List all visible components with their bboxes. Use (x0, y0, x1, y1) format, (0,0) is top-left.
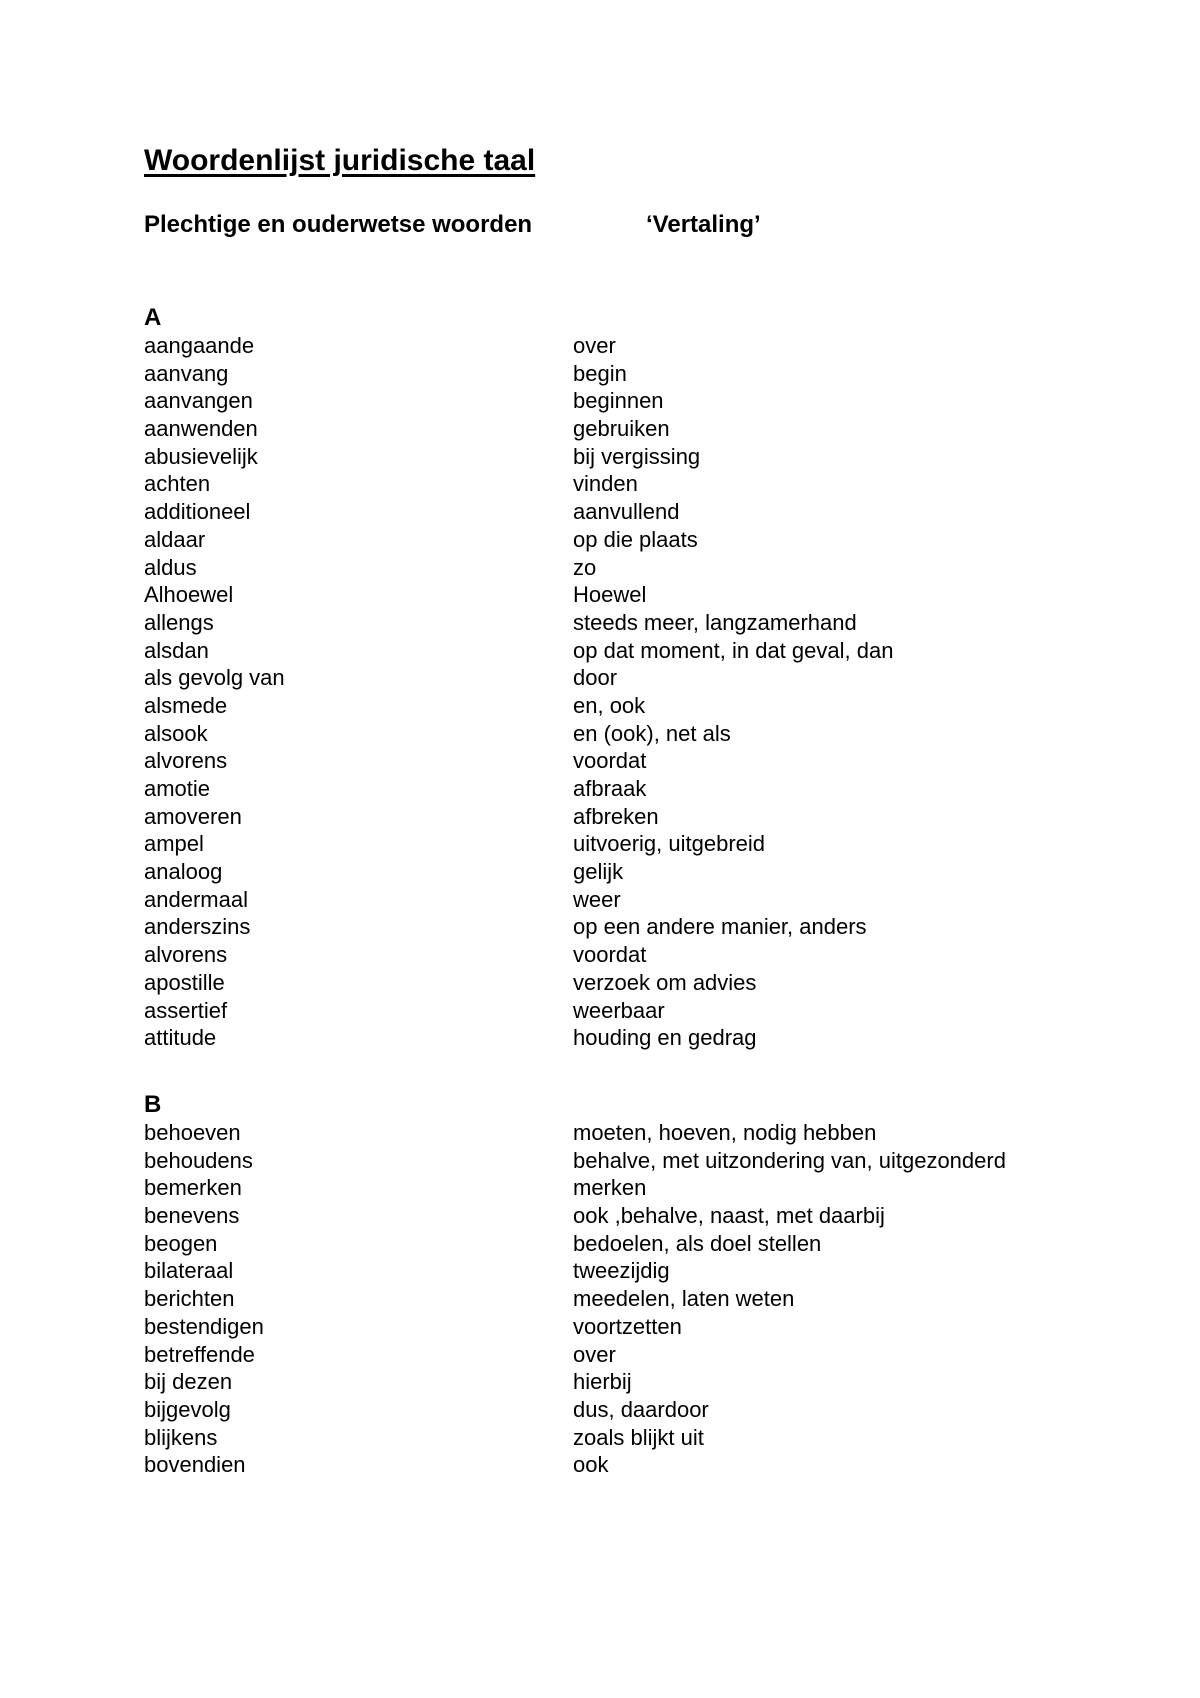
entry-term: apostille (144, 969, 225, 995)
entry-translation: hierbij (573, 1369, 632, 1395)
entry-term: aanvangen (144, 388, 253, 414)
entry-translation: ook ,behalve, naast, met daarbij (573, 1203, 885, 1229)
entry-term: abusievelijk (144, 443, 258, 469)
entry-term: amotie (144, 776, 211, 801)
glossary-list (144, 332, 1104, 1052)
entry-translation: uitvoerig, uitgebreid (573, 831, 766, 857)
entry-translation: begin (573, 360, 627, 386)
entry-term: behoeven (144, 1120, 241, 1145)
glossary-entry (144, 387, 1104, 415)
glossary-entry (144, 1451, 1104, 1479)
section-letter: B (144, 1091, 162, 1118)
entry-term: anderszins (144, 914, 251, 940)
entry-translation: meedelen, laten weten (573, 1286, 795, 1312)
section-a (144, 304, 1104, 1052)
entry-term: aanvang (144, 360, 229, 386)
column-header-words: Plechtige en ouderwetse woorden (144, 211, 533, 238)
entry-term: alsook (144, 720, 208, 746)
entry-translation: aanvullend (573, 499, 680, 525)
entry-translation: houding en gedrag (573, 1025, 757, 1051)
entry-term: beogen (144, 1230, 218, 1256)
glossary-entry (144, 609, 1104, 637)
entry-term: bestendigen (144, 1313, 264, 1339)
glossary-entry (144, 803, 1104, 831)
entry-translation: voordat (573, 942, 647, 968)
entry-term: amoveren (144, 803, 242, 829)
entry-translation: afbraak (573, 776, 647, 801)
glossary-entry (144, 720, 1104, 748)
glossary-entry (144, 1313, 1104, 1341)
entry-translation: zo (573, 554, 597, 580)
glossary-entry (144, 1174, 1104, 1202)
glossary-entry (144, 830, 1104, 858)
entry-term: Alhoewel (144, 582, 234, 608)
glossary-entry (144, 969, 1104, 997)
entry-term: achten (144, 471, 211, 497)
glossary-entry (144, 1285, 1104, 1313)
glossary-entry (144, 1024, 1104, 1052)
entry-translation: gelijk (573, 859, 624, 885)
entry-term: alvorens (144, 942, 228, 968)
entry-translation: ook (573, 1452, 609, 1478)
entry-translation: en (ook), net als (573, 720, 731, 746)
glossary-entry (144, 941, 1104, 969)
entry-term: additioneel (144, 499, 251, 525)
entry-translation: weerbaar (573, 997, 665, 1023)
glossary-entry (144, 581, 1104, 609)
entry-term: analoog (144, 859, 223, 885)
glossary-entry (144, 1119, 1104, 1147)
glossary-entry (144, 1230, 1104, 1258)
entry-translation: over (573, 1341, 616, 1367)
glossary-entry (144, 858, 1104, 886)
entry-term: andermaal (144, 886, 248, 912)
entry-translation: tweezijdig (573, 1258, 670, 1284)
glossary-entry (144, 1257, 1104, 1285)
glossary-entry (144, 554, 1104, 582)
entry-translation: dus, daardoor (573, 1396, 709, 1422)
entry-term: bovendien (144, 1452, 246, 1478)
glossary-entry (144, 692, 1104, 720)
entry-term: allengs (144, 609, 214, 635)
entry-translation: voordat (573, 748, 647, 774)
glossary-entry (144, 1147, 1104, 1175)
entry-translation: op dat moment, in dat geval, dan (573, 637, 894, 663)
entry-translation: moeten, hoeven, nodig hebben (573, 1120, 877, 1145)
entry-translation: voortzetten (573, 1313, 682, 1339)
glossary-entry (144, 997, 1104, 1025)
glossary-entry (144, 470, 1104, 498)
entry-translation: behalve, met uitzondering van, uitgezonderd (573, 1147, 1006, 1173)
glossary-entry (144, 664, 1104, 692)
glossary-entry (144, 1424, 1104, 1452)
entry-term: als gevolg van (144, 665, 285, 691)
entry-term: ampel (144, 831, 204, 857)
glossary-entry (144, 498, 1104, 526)
glossary-entry (144, 526, 1104, 554)
entry-translation: merken (573, 1175, 647, 1201)
entry-term: blijkens (144, 1424, 218, 1450)
entry-term: aangaande (144, 333, 255, 358)
entry-translation: verzoek om advies (573, 969, 757, 995)
entry-translation: Hoewel (573, 582, 647, 608)
glossary-entry (144, 1202, 1104, 1230)
glossary-entry (144, 775, 1104, 803)
entry-translation: steeds meer, langzamerhand (573, 609, 857, 635)
entry-translation: bij vergissing (573, 443, 701, 469)
entry-term: alsdan (144, 637, 209, 663)
entry-translation: op die plaats (573, 526, 698, 552)
glossary-entry (144, 913, 1104, 941)
entry-translation: op een andere manier, anders (573, 914, 867, 940)
entry-translation: afbreken (573, 803, 659, 829)
glossary-entry (144, 1341, 1104, 1369)
entry-translation: door (573, 665, 618, 691)
section-b (144, 1091, 1104, 1479)
entry-translation: beginnen (573, 388, 664, 414)
glossary-entry (144, 637, 1104, 665)
entry-translation: weer (573, 886, 621, 912)
entry-term: attitude (144, 1025, 217, 1051)
entry-translation: over (573, 333, 616, 358)
column-header-translation: ‘Vertaling’ (646, 211, 761, 238)
entry-term: bemerken (144, 1175, 242, 1201)
entry-term: benevens (144, 1203, 240, 1229)
entry-translation: bedoelen, als doel stellen (573, 1230, 822, 1256)
glossary-entry (144, 747, 1104, 775)
entry-term: berichten (144, 1286, 235, 1312)
entry-term: betreffende (144, 1341, 255, 1367)
entry-term: bijgevolg (144, 1396, 231, 1422)
glossary-entry (144, 443, 1104, 471)
glossary-entry (144, 360, 1104, 388)
entry-term: assertief (144, 997, 228, 1023)
glossary-entry (144, 415, 1104, 443)
entry-translation: zoals blijkt uit (573, 1424, 704, 1450)
entry-term: alvorens (144, 748, 228, 774)
entry-translation: vinden (573, 471, 638, 497)
entry-term: bilateraal (144, 1258, 234, 1284)
document-title: Woordenlijst juridische taal (144, 144, 536, 177)
entry-translation: gebruiken (573, 416, 670, 442)
entry-term: aldaar (144, 526, 206, 552)
entry-term: behoudens (144, 1147, 253, 1173)
glossary-entry (144, 1368, 1104, 1396)
entry-translation: en, ook (573, 692, 646, 718)
entry-term: bij dezen (144, 1369, 233, 1395)
glossary-entry (144, 886, 1104, 914)
section-letter: A (144, 304, 162, 331)
entry-term: aanwenden (144, 416, 258, 442)
glossary-list (144, 1119, 1104, 1479)
column-header (144, 209, 1104, 241)
entry-term: alsmede (144, 692, 228, 718)
glossary-entry (144, 332, 1104, 360)
glossary-entry (144, 1396, 1104, 1424)
entry-term: aldus (144, 554, 197, 580)
